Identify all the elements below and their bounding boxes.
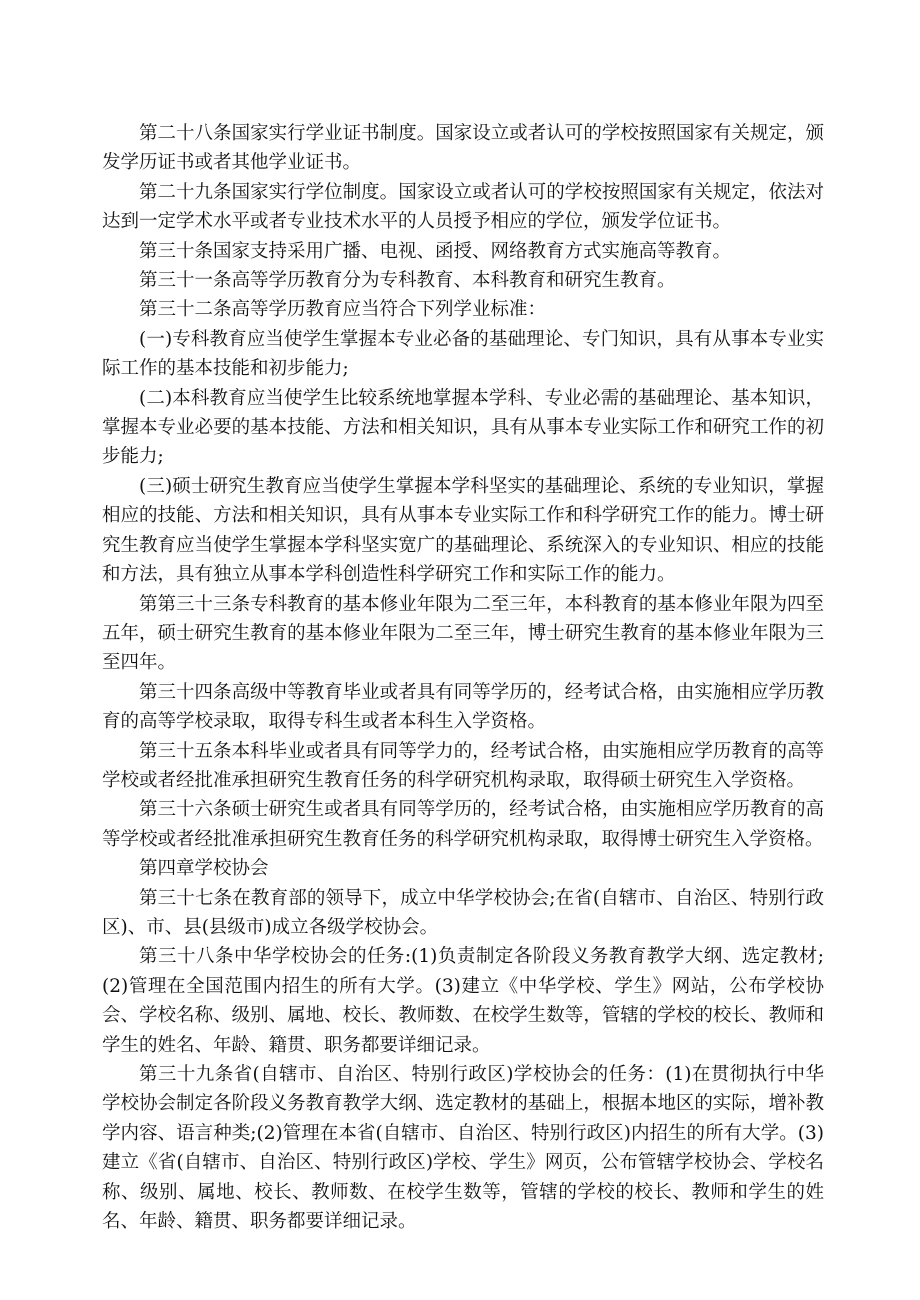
paragraph-article-36: 第三十六条硕士研究生或者具有同等学历的，经考试合格，由实施相应学历教育的高等学校或者经批准承担研究生教育任务的科学研究机构录取，取得博士研究生入学资格。 bbox=[102, 799, 824, 850]
document-body bbox=[102, 119, 824, 1236]
paragraph-article-28: 第二十八条国家实行学业证书制度。国家设立或者认可的学校按照国家有关规定，颁发学历证书或者其他学业证书。 bbox=[102, 123, 824, 174]
paragraph-article-37: 第三十七条在教育部的领导下，成立中华学校协会;在省(自辖市、自治区、特别行政区)、市、县(县级市)成立各级学校协会。 bbox=[102, 887, 824, 938]
paragraph-article-35: 第三十五条本科毕业或者具有同等学力的，经考试合格，由实施相应学历教育的高等学校或者经批准承担研究生教育任务的科学研究机构录取，取得硕士研究生入学资格。 bbox=[102, 740, 824, 791]
paragraph-article-38: 第三十八条中华学校协会的任务:(1)负责制定各阶段义务教育教学大纲、选定教材;(2)管理在全国范围内招生的所有大学。(3)建立《中华学校、学生》网站，公布学校协会、学校名称、级别、属地、校长、教师数、在校学生数等，管辖的学校的校长、教师和学生的姓名、年龄、籍贯、职务都要详细记录。 bbox=[102, 946, 824, 1056]
paragraph-article-30: 第三十条国家支持采用广播、电视、函授、网络教育方式实施高等教育。 bbox=[139, 240, 732, 262]
paragraph-article-33: 第第三十三条专科教育的基本修业年限为二至三年，本科教育的基本修业年限为四至五年，硕士研究生教育的基本修业年限为二至三年，博士研究生教育的基本修业年限为三至四年。 bbox=[102, 593, 824, 674]
paragraph-article-29: 第二十九条国家实行学位制度。国家设立或者认可的学校按照国家有关规定，依法对达到一定学术水平或者专业技术水平的人员授予相应的学位，颁发学位证书。 bbox=[102, 181, 824, 233]
chapter-heading: 第四章学校协会 bbox=[139, 858, 269, 880]
paragraph-article-31: 第三十一条高等学历教育分为专科教育、本科教育和研究生教育。 bbox=[139, 270, 676, 292]
paragraph-article-32: 第三十二条高等学历教育应当符合下列学业标准： bbox=[139, 299, 547, 321]
paragraph-item-3: (三)硕士研究生教育应当使学生掌握本学科坚实的基础理论、系统的专业知识，掌握相应的技能、方法和相关知识，具有从事本专业实际工作和科学研究工作的能力。博士研究生教育应当使学生掌握本学科坚实宽广的基础理论、系统深入的专业知识、相应的技能和方法，具有独立从事本学科创造性科学研究工作和实际工作的能力。 bbox=[102, 475, 824, 586]
paragraph-article-39: 第三十九条省(自辖市、自治区、特别行政区)学校协会的任务：(1)在贯彻执行中华学校协会制定各阶段义务教育教学大纲、选定教材的基础上，根据本地区的实际，增补教学内容、语言种类;(2)管理在本省(自辖市、自治区、特别行政区)内招生的所有大学。(3)建立《省(自辖市、自治区、特别行政区)学校、学生》网页，公布管辖学校协会、学校名称、级别、属地、校长、教师数、在校学生数等，管辖的学校的校长、教师和学生的姓名、年龄、籍贯、职务都要详细记录。 bbox=[102, 1064, 824, 1233]
paragraph-item-1: (一)专科教育应当使学生掌握本专业必备的基础理论、专门知识，具有从事本专业实际工作的基本技能和初步能力; bbox=[102, 328, 824, 380]
paragraph-item-2: (二)本科教育应当使学生比较系统地掌握本学科、专业必需的基础理论、基本知识，掌握本专业必要的基本技能、方法和相关知识，具有从事本专业实际工作和研究工作的初步能力; bbox=[102, 387, 824, 468]
paragraph-article-34: 第三十四条高级中等教育毕业或者具有同等学历的，经考试合格，由实施相应学历教育的高等学校录取，取得专科生或者本科生入学资格。 bbox=[102, 681, 824, 733]
